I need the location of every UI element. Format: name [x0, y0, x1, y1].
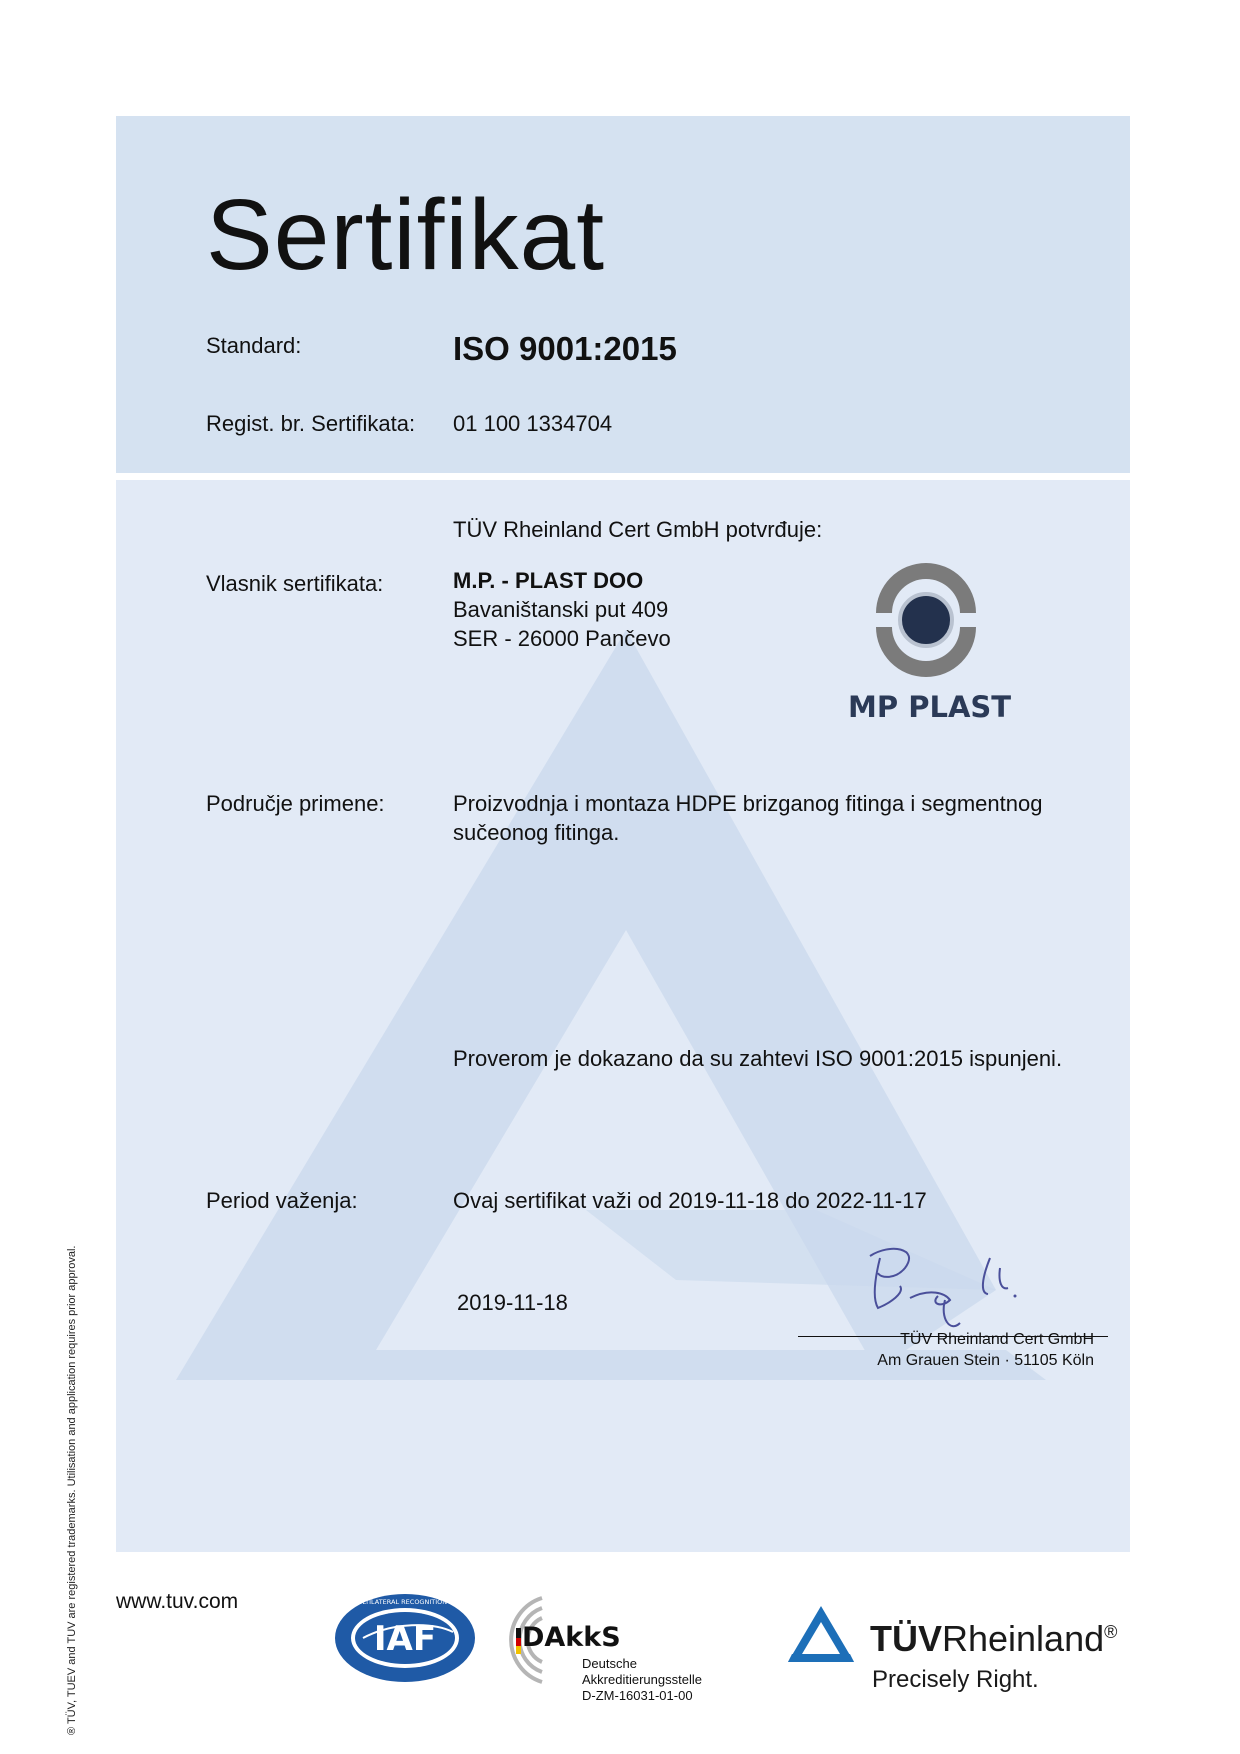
holder-label: Vlasnik sertifikata: [206, 571, 384, 596]
issuer-statement: TÜV Rheinland Cert GmbH potvrđuje: [453, 517, 823, 542]
tuv-brand [870, 1618, 1117, 1660]
scope-line-1: Proizvodnja i montaza HDPE brizganog fitinga i segmentnog [453, 791, 1043, 816]
compliance-statement: Proverom je dokazano da su zahtevi ISO 9001:2015 ispunjeni. [453, 1046, 1063, 1071]
validity-label: Period važenja: [206, 1188, 358, 1213]
dakks-line-1: Deutsche [582, 1656, 637, 1671]
scope-line-2: sučeonog fitinga. [453, 820, 620, 845]
registration-number: 01 100 1334704 [453, 411, 613, 436]
holder-street: Bavaništanski put 409 [453, 597, 669, 622]
tuv-brand-bold: TÜV [870, 1618, 942, 1659]
validity-value: Ovaj sertifikat važi od 2019-11-18 do 2022-11-17 [453, 1188, 927, 1213]
standard-value: ISO 9001:2015 [453, 330, 677, 367]
iaf-logo-icon [310, 1592, 500, 1684]
signatory-address: Am Grauen Stein · 51105 Köln [877, 1352, 1094, 1369]
holder-name: M.P. - PLAST DOO [453, 568, 644, 593]
tuv-registered-mark: ® [1104, 1622, 1118, 1642]
trademark-notice: ® TÜV, TUEV and TUV are registered trademarks. Utilisation and application requires prior approval. [66, 1245, 78, 1735]
tuv-brand-light: Rheinland [942, 1618, 1105, 1659]
mp-plast-logo-icon [866, 563, 986, 678]
dakks-name: DAkkS [522, 1622, 621, 1653]
iaf-ring-text: MEMBER OF MULTILATERAL RECOGNITION ARRANGEMENT [310, 1598, 500, 1606]
tuv-tagline: Precisely Right. [872, 1666, 1039, 1693]
mp-plast-logo-text: MP PLAST [848, 690, 1012, 724]
registration-label: Regist. br. Sertifikata: [206, 411, 416, 436]
issue-date: 2019-11-18 [457, 1290, 568, 1315]
standard-label: Standard: [206, 333, 302, 358]
dakks-line-3: D-ZM-16031-01-00 [582, 1688, 693, 1703]
certificate-title: Sertifikat [206, 179, 606, 291]
holder-city: SER - 26000 Pančevo [453, 626, 671, 651]
website-link[interactable]: www.tuv.com [116, 1590, 239, 1613]
iaf-text: IAF [373, 1619, 437, 1659]
signatory-company: TÜV Rheinland Cert GmbH [900, 1331, 1094, 1348]
dakks-line-2: Akkreditierungsstelle [582, 1672, 702, 1687]
scope-label: Područje primene: [206, 791, 385, 816]
tuv-triangle-icon [786, 1604, 856, 1666]
